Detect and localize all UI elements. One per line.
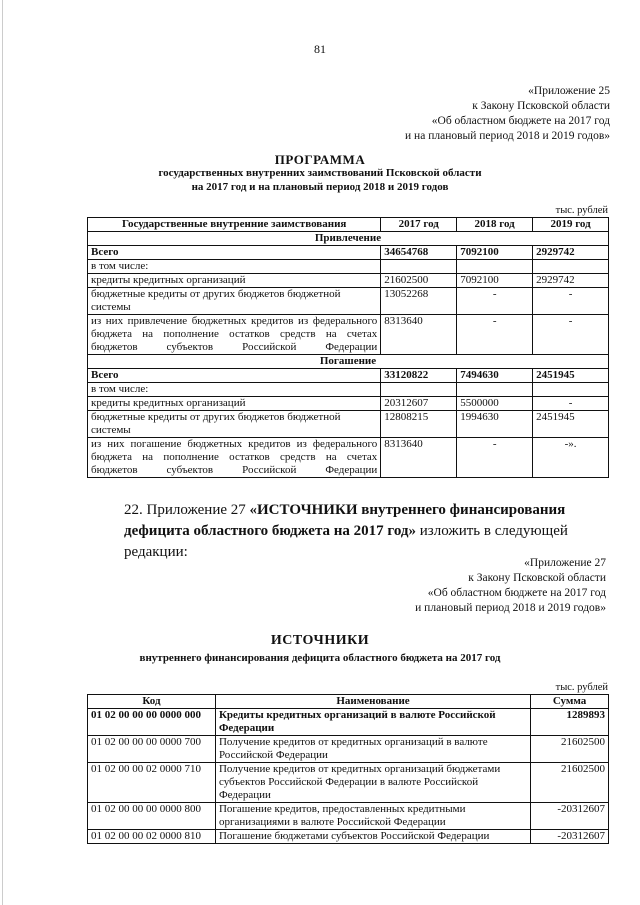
row-name: Получение кредитов от кредитных организаций в валюте Российской Федерации bbox=[215, 736, 530, 763]
header-cell: Наименование bbox=[215, 695, 530, 709]
scan-edge bbox=[2, 0, 3, 905]
row-name: в том числе: bbox=[88, 383, 381, 397]
value-2018: - bbox=[457, 315, 533, 355]
sources-subtitle: внутреннего финансирования дефицита областного бюджета на 2017 год bbox=[139, 652, 501, 664]
appendix-line: к Закону Псковской области bbox=[472, 100, 610, 112]
header-cell: 2018 год bbox=[457, 218, 533, 232]
program-subtitle-1: государственных внутренних заимствований Псковской области bbox=[158, 167, 482, 179]
value-2019: 2451945 bbox=[533, 369, 609, 383]
row-name: Всего bbox=[88, 369, 381, 383]
value-2018: 7494630 bbox=[457, 369, 533, 383]
page-number: 81 bbox=[314, 42, 326, 56]
value-2018 bbox=[457, 260, 533, 274]
row-sum: -20312607 bbox=[531, 803, 609, 830]
row-name: Всего bbox=[88, 246, 381, 260]
row-name: Получение кредитов от кредитных организаций бюджетами субъектов Российской Федерации в валюте Российской Федерации bbox=[215, 763, 530, 803]
value-2018: - bbox=[457, 438, 533, 478]
value-2018: 7092100 bbox=[457, 274, 533, 288]
table-row bbox=[88, 274, 609, 288]
value-2017: 13052268 bbox=[381, 288, 457, 315]
table-row bbox=[88, 246, 609, 260]
appendix-line: «Об областном бюджете на 2017 год bbox=[431, 115, 610, 127]
row-name: из них погашение бюджетных кредитов из федерального бюджета на пополнение остатков средств на счетах бюджетов субъектов Российской Федерации bbox=[88, 438, 381, 478]
value-2018: - bbox=[457, 288, 533, 315]
table-row bbox=[88, 830, 609, 844]
value-2018 bbox=[457, 383, 533, 397]
value-2019: 2929742 bbox=[533, 274, 609, 288]
section-heading: Привлечение bbox=[88, 232, 609, 246]
appendix-line: к Закону Псковской области bbox=[468, 572, 606, 584]
paragraph-bold-title: «ИСТОЧНИКИ внутреннего финансирования дефицита областного бюджета на 2017 год» bbox=[124, 502, 566, 539]
row-name: Погашение бюджетами субъектов Российской Федерации bbox=[215, 830, 530, 844]
header-cell: Код bbox=[88, 695, 216, 709]
row-code: 01 02 00 00 02 0000 710 bbox=[88, 763, 216, 803]
paragraph-text bbox=[92, 500, 612, 563]
table-row bbox=[88, 397, 609, 411]
table-header-row bbox=[88, 218, 609, 232]
value-2017: 12808215 bbox=[381, 411, 457, 438]
paragraph-number: 22. Приложение 27 bbox=[124, 502, 250, 518]
row-name: бюджетные кредиты от других бюджетов бюджетной системы bbox=[88, 288, 381, 315]
table-row bbox=[88, 260, 609, 274]
header-cell: 2017 год bbox=[381, 218, 457, 232]
row-sum: 21602500 bbox=[531, 763, 609, 803]
value-2017: 33120822 bbox=[381, 369, 457, 383]
value-2019: 2451945 bbox=[533, 411, 609, 438]
sources-table bbox=[87, 694, 609, 844]
table-row bbox=[88, 383, 609, 397]
value-2019 bbox=[533, 260, 609, 274]
appendix-25-header bbox=[405, 84, 610, 144]
appendix-line: «Об областном бюджете на 2017 год bbox=[427, 587, 606, 599]
table-row bbox=[88, 736, 609, 763]
appendix-line: «Приложение 25 bbox=[528, 85, 610, 97]
sources-unit: тыс. рублей bbox=[555, 682, 608, 693]
row-name: кредиты кредитных организаций bbox=[88, 274, 381, 288]
program-subtitle-2: на 2017 год и на плановый период 2018 и 2019 годов bbox=[191, 181, 449, 193]
row-name: кредиты кредитных организаций bbox=[88, 397, 381, 411]
header-cell: 2019 год bbox=[533, 218, 609, 232]
appendix-line: и на плановый период 2018 и 2019 годов» bbox=[405, 130, 610, 142]
table-row bbox=[88, 369, 609, 383]
row-name: Кредиты кредитных организаций в валюте Российской Федерации bbox=[215, 709, 530, 736]
row-name: в том числе: bbox=[88, 260, 381, 274]
row-name: Погашение кредитов, предоставленных кредитными организациями в валюте Российской Федерации bbox=[215, 803, 530, 830]
table-row bbox=[88, 411, 609, 438]
row-name: бюджетные кредиты от других бюджетов бюджетной системы bbox=[88, 411, 381, 438]
value-2017 bbox=[381, 383, 457, 397]
value-2018: 7092100 bbox=[457, 246, 533, 260]
program-unit: тыс. рублей bbox=[555, 205, 608, 216]
value-2018: 1994630 bbox=[457, 411, 533, 438]
value-2017: 20312607 bbox=[381, 397, 457, 411]
row-code: 01 02 00 00 00 0000 800 bbox=[88, 803, 216, 830]
appendix-line: «Приложение 27 bbox=[524, 557, 606, 569]
header-cell: Государственные внутренние заимствования bbox=[88, 218, 381, 232]
paragraph-rest: изложить в следующей редакции: bbox=[124, 523, 568, 560]
table-header-row bbox=[88, 695, 609, 709]
row-name: из них привлечение бюджетных кредитов из федерального бюджета на пополнение остатков средств на счетах бюджетов субъектов Российской Федерации bbox=[88, 315, 381, 355]
section-heading-row bbox=[88, 355, 609, 369]
paragraph-22 bbox=[92, 500, 612, 563]
row-code: 01 02 00 00 00 0000 000 bbox=[88, 709, 216, 736]
value-2017: 8313640 bbox=[381, 438, 457, 478]
table-row bbox=[88, 763, 609, 803]
sources-title: ИСТОЧНИКИ bbox=[270, 633, 370, 648]
row-code: 01 02 00 00 02 0000 810 bbox=[88, 830, 216, 844]
program-title: ПРОГРАММА bbox=[274, 152, 366, 167]
value-2019: - bbox=[533, 315, 609, 355]
table-row bbox=[88, 315, 609, 355]
table-row bbox=[88, 803, 609, 830]
row-sum: 1289893 bbox=[531, 709, 609, 736]
sources-table-body bbox=[88, 709, 609, 844]
header-cell: Сумма bbox=[531, 695, 609, 709]
section-heading-row bbox=[88, 232, 609, 246]
table-row bbox=[88, 288, 609, 315]
value-2019: 2929742 bbox=[533, 246, 609, 260]
borrowing-table-body bbox=[88, 232, 609, 478]
row-code: 01 02 00 00 00 0000 700 bbox=[88, 736, 216, 763]
table-row bbox=[88, 438, 609, 478]
value-2018: 5500000 bbox=[457, 397, 533, 411]
value-2019: - bbox=[533, 288, 609, 315]
value-2017: 34654768 bbox=[381, 246, 457, 260]
row-sum: -20312607 bbox=[531, 830, 609, 844]
appendix-27-header bbox=[415, 556, 606, 616]
value-2019: -». bbox=[533, 438, 609, 478]
value-2017: 21602500 bbox=[381, 274, 457, 288]
table-row bbox=[88, 709, 609, 736]
value-2019 bbox=[533, 383, 609, 397]
appendix-line: и плановый период 2018 и 2019 годов» bbox=[415, 602, 606, 614]
borrowing-program-table bbox=[87, 217, 609, 478]
value-2017 bbox=[381, 260, 457, 274]
section-heading: Погашение bbox=[88, 355, 609, 369]
row-sum: 21602500 bbox=[531, 736, 609, 763]
value-2017: 8313640 bbox=[381, 315, 457, 355]
value-2019: - bbox=[533, 397, 609, 411]
